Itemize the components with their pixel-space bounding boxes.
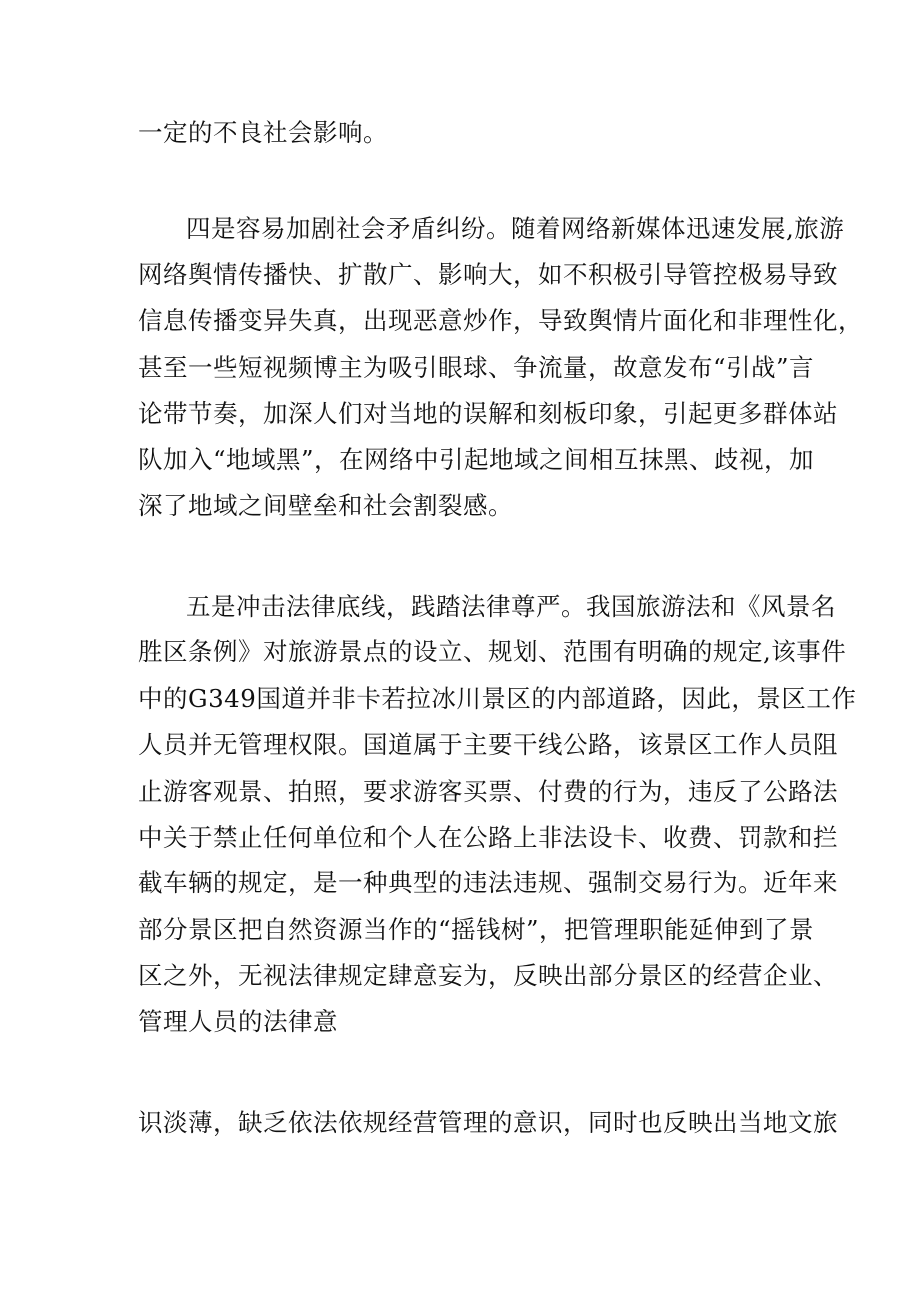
- paragraph-4-first-line: 四是容易加剧社会矛盾纠纷。随着网络新媒体迅速发展,旅游: [186, 214, 845, 243]
- text-line: 网络舆情传播快、扩散广、影响大，如不积极引导管控极易导致: [138, 260, 838, 289]
- text-line: 截车辆的规定，是一种典型的违法违规、强制交易行为。近年来: [138, 868, 838, 897]
- text-line: 队加入“地域黑”，在网络中引起地域之间相互抹黑、歧视，加: [138, 445, 815, 474]
- text-line: 人员并无管理权限。国道属于主要干线公路，该景区工作人员阻: [138, 730, 838, 759]
- text-line: 部分景区把自然资源当作的“摇钱树”，把管理职能延伸到了景: [138, 915, 815, 944]
- text-line: 论带节奏，加深人们对当地的误解和刻板印象，引起更多群体站: [138, 399, 838, 428]
- text-line: 深了地域之间壁垒和社会割裂感。: [138, 491, 513, 520]
- text-line: 胜区条例》对旅游景点的设立、规划、范围有明确的规定,该事件: [138, 637, 847, 666]
- paragraph-5-first-line: 五是冲击法律底线，践踏法律尊严。我国旅游法和《风景名: [186, 592, 836, 621]
- text-line: 止游客观景、拍照，要求游客买票、付费的行为，违反了公路法: [138, 777, 838, 806]
- text-line: 识淡薄，缺乏依法依规经营管理的意识，同时也反映出当地文旅: [138, 1108, 838, 1137]
- text-line: 信息传播变异失真，出现恶意炒作，导致舆情片面化和非理性化，: [138, 306, 863, 335]
- text-line: 区之外，无视法律规定肆意妄为，反映出部分景区的经营企业、: [138, 961, 838, 990]
- text-line: 管理人员的法律意: [138, 1007, 338, 1036]
- text-line: 甚至一些短视频博主为吸引眼球、争流量，故意发布“引战”言: [138, 353, 815, 382]
- text-line: 中关于禁止任何单位和个人在公路上非法设卡、收费、罚款和拦: [138, 823, 838, 852]
- text-line: 中的G349国道并非卡若拉冰川景区的内部道路，因此，景区工作: [138, 684, 857, 713]
- text-line: 一定的不良社会影响。: [138, 118, 388, 147]
